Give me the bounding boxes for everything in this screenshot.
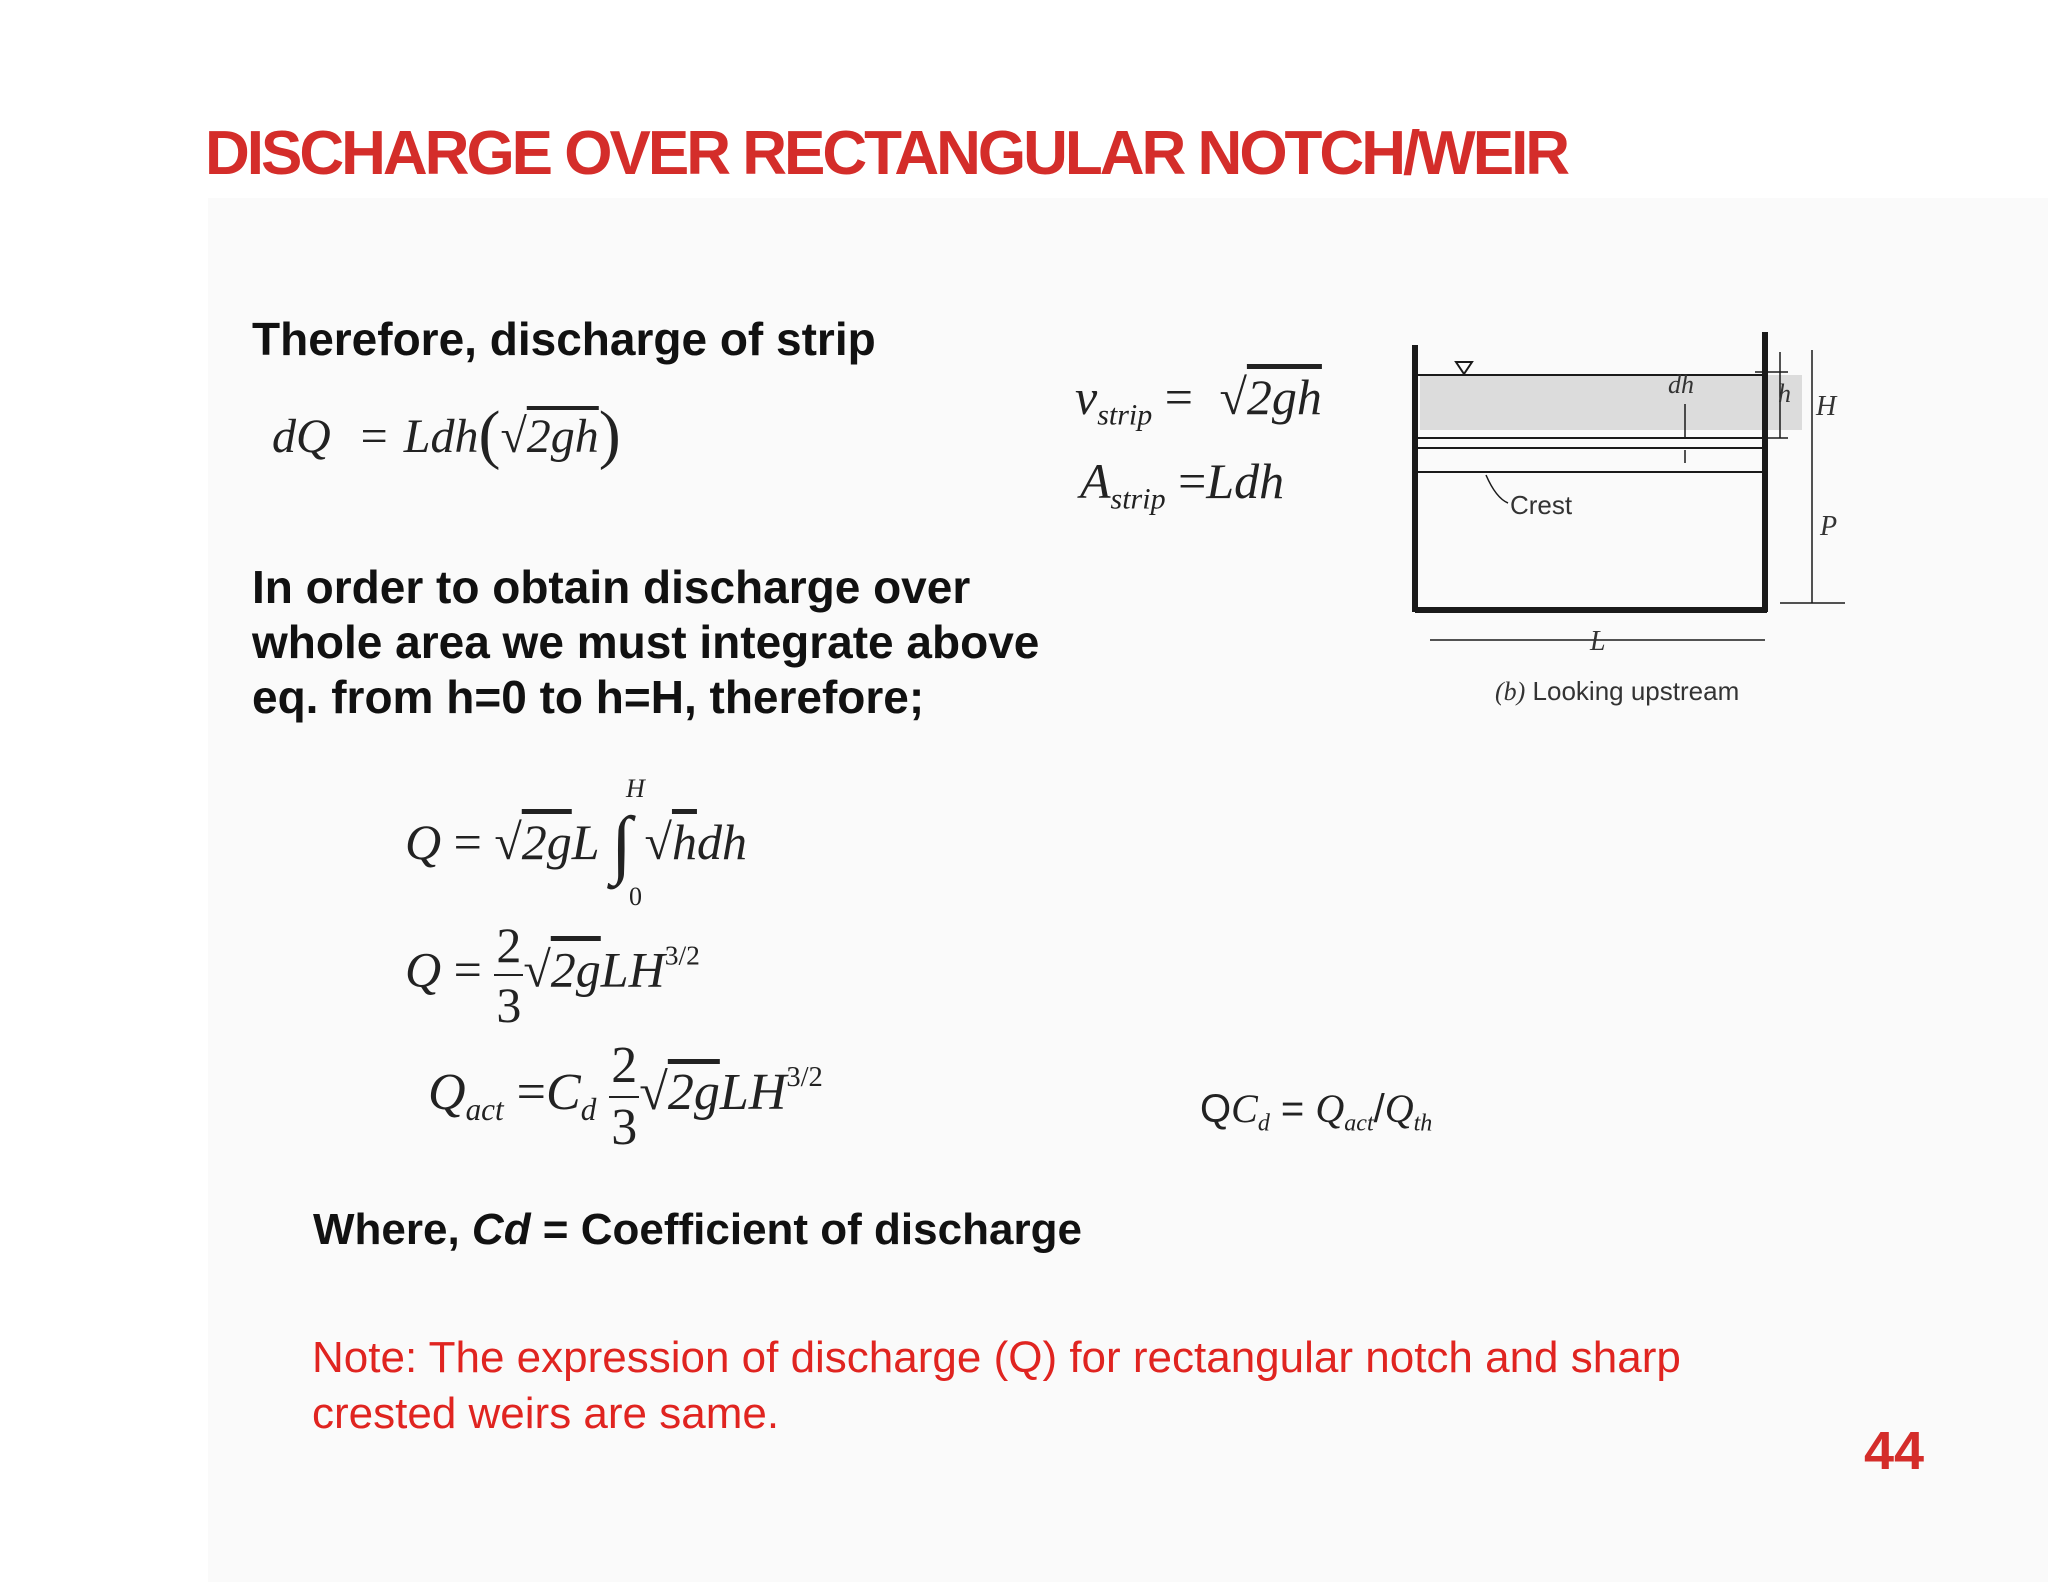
- cd-c-subscript: d: [1257, 1110, 1270, 1137]
- v-subscript: strip: [1097, 398, 1153, 432]
- q3-fraction: [609, 1037, 639, 1156]
- water-level-symbol: [1456, 362, 1472, 374]
- dq-lhs: dQ: [272, 410, 331, 463]
- equation-q-theoretical: [405, 917, 700, 1033]
- q1-int-sqrt-sign: √: [644, 814, 672, 870]
- q1-tail: dh: [696, 814, 747, 870]
- a-symbol: A: [1080, 453, 1111, 509]
- q1-mid: L: [571, 814, 599, 870]
- q3-equals: =: [516, 1063, 546, 1121]
- q2-exponent: 3/2: [664, 939, 700, 971]
- q3-exponent: 3/2: [786, 1062, 823, 1094]
- integral-upper-limit: H: [626, 774, 645, 803]
- where-suffix: = Coefficient of discharge: [530, 1205, 1082, 1254]
- intro-text: Therefore, discharge of strip: [252, 313, 876, 365]
- crest-pointer: [1486, 475, 1508, 503]
- where-prefix: Where,: [313, 1205, 472, 1254]
- slide-title: DISCHARGE OVER RECTANGULAR NOTCH/WEIR: [205, 119, 1568, 188]
- q1-int-radicand: h: [671, 814, 697, 870]
- v-sqrt-sign: √: [1219, 369, 1247, 425]
- equation-a-strip: [1080, 453, 1285, 516]
- label-H: H: [1816, 391, 1837, 422]
- diagram-caption: [1495, 676, 1739, 706]
- q1-equals: =: [453, 814, 482, 870]
- caption-text: Looking upstream: [1525, 676, 1740, 706]
- dq-equals: =: [360, 410, 388, 463]
- q3-c: C: [546, 1063, 581, 1121]
- caption-b: (b): [1495, 677, 1526, 706]
- cd-prefix: Q: [1200, 1087, 1232, 1131]
- q3-subscript: act: [465, 1091, 504, 1127]
- water-region: [1420, 375, 1802, 430]
- q1-lhs: Q: [405, 814, 442, 870]
- label-L: L: [1590, 626, 1606, 657]
- label-P: P: [1820, 511, 1838, 542]
- coefficient-relation: [1200, 1085, 1432, 1137]
- q2-equals: =: [453, 941, 482, 998]
- q3-sqrt-sign: √: [639, 1063, 668, 1121]
- a-subscript: strip: [1110, 482, 1166, 516]
- q2-denominator: 3: [496, 977, 522, 1033]
- where-symbol: Cd: [471, 1205, 531, 1254]
- equation-q-actual: [428, 1037, 823, 1156]
- q1-radicand: 2g: [521, 814, 572, 870]
- equation-q-integral: [405, 802, 747, 886]
- q3-numerator: 2: [609, 1040, 639, 1098]
- q2-lhs: Q: [405, 941, 442, 998]
- q3-symbol: Q: [428, 1063, 466, 1121]
- weir-diagram: [1400, 320, 1880, 740]
- where-definition: [313, 1205, 1082, 1255]
- a-rhs: Ldh: [1206, 453, 1285, 509]
- equation-v-strip: [1075, 369, 1322, 432]
- page-number: 44: [1864, 1421, 1925, 1481]
- dq-radicand: 2gh: [526, 410, 599, 463]
- q2-tail: LH: [600, 941, 665, 998]
- q1-sqrt-sign: √: [494, 814, 522, 870]
- v-symbol: v: [1075, 369, 1098, 425]
- label-dh: dh: [1668, 370, 1694, 399]
- cd-q2: Q: [1384, 1086, 1414, 1131]
- integral-lower-limit: 0: [629, 882, 642, 911]
- integration-text: In order to obtain discharge over whole area we must integrate above eq. from h=0 to h=H, therefore;: [252, 561, 1040, 723]
- v-equals: =: [1164, 369, 1193, 425]
- dq-open-paren: (: [478, 398, 501, 471]
- a-equals: =: [1178, 453, 1207, 509]
- cd-q: Q: [1315, 1086, 1345, 1131]
- cd-c: C: [1231, 1086, 1258, 1131]
- integral-sign: ∫: [611, 802, 632, 886]
- v-radicand: 2gh: [1246, 369, 1322, 425]
- q3-tail: LH: [719, 1063, 787, 1121]
- cd-q-subscript: act: [1344, 1110, 1374, 1137]
- q2-radicand: 2g: [550, 941, 601, 998]
- label-crest: Crest: [1510, 490, 1573, 520]
- cd-q2-subscript: th: [1413, 1110, 1433, 1137]
- cd-equals: =: [1269, 1087, 1316, 1131]
- q2-fraction: [494, 917, 523, 1033]
- q3-denominator: 3: [611, 1099, 638, 1156]
- q3-c-subscript: d: [580, 1091, 597, 1127]
- dq-close-paren: ): [598, 398, 621, 471]
- note-text: Note: The expression of discharge (Q) for rectangular notch and sharp crested weirs are same.: [312, 1333, 1681, 1438]
- equation-dq: [272, 398, 621, 471]
- q2-sqrt-sign: √: [523, 941, 551, 998]
- cd-slash: /: [1373, 1087, 1385, 1131]
- q3-radicand: 2g: [667, 1063, 720, 1121]
- dq-sqrt-sign: √: [500, 410, 527, 463]
- dq-rhs: Ldh: [403, 410, 479, 463]
- q2-numerator: 2: [494, 920, 523, 976]
- label-h: h: [1778, 379, 1791, 408]
